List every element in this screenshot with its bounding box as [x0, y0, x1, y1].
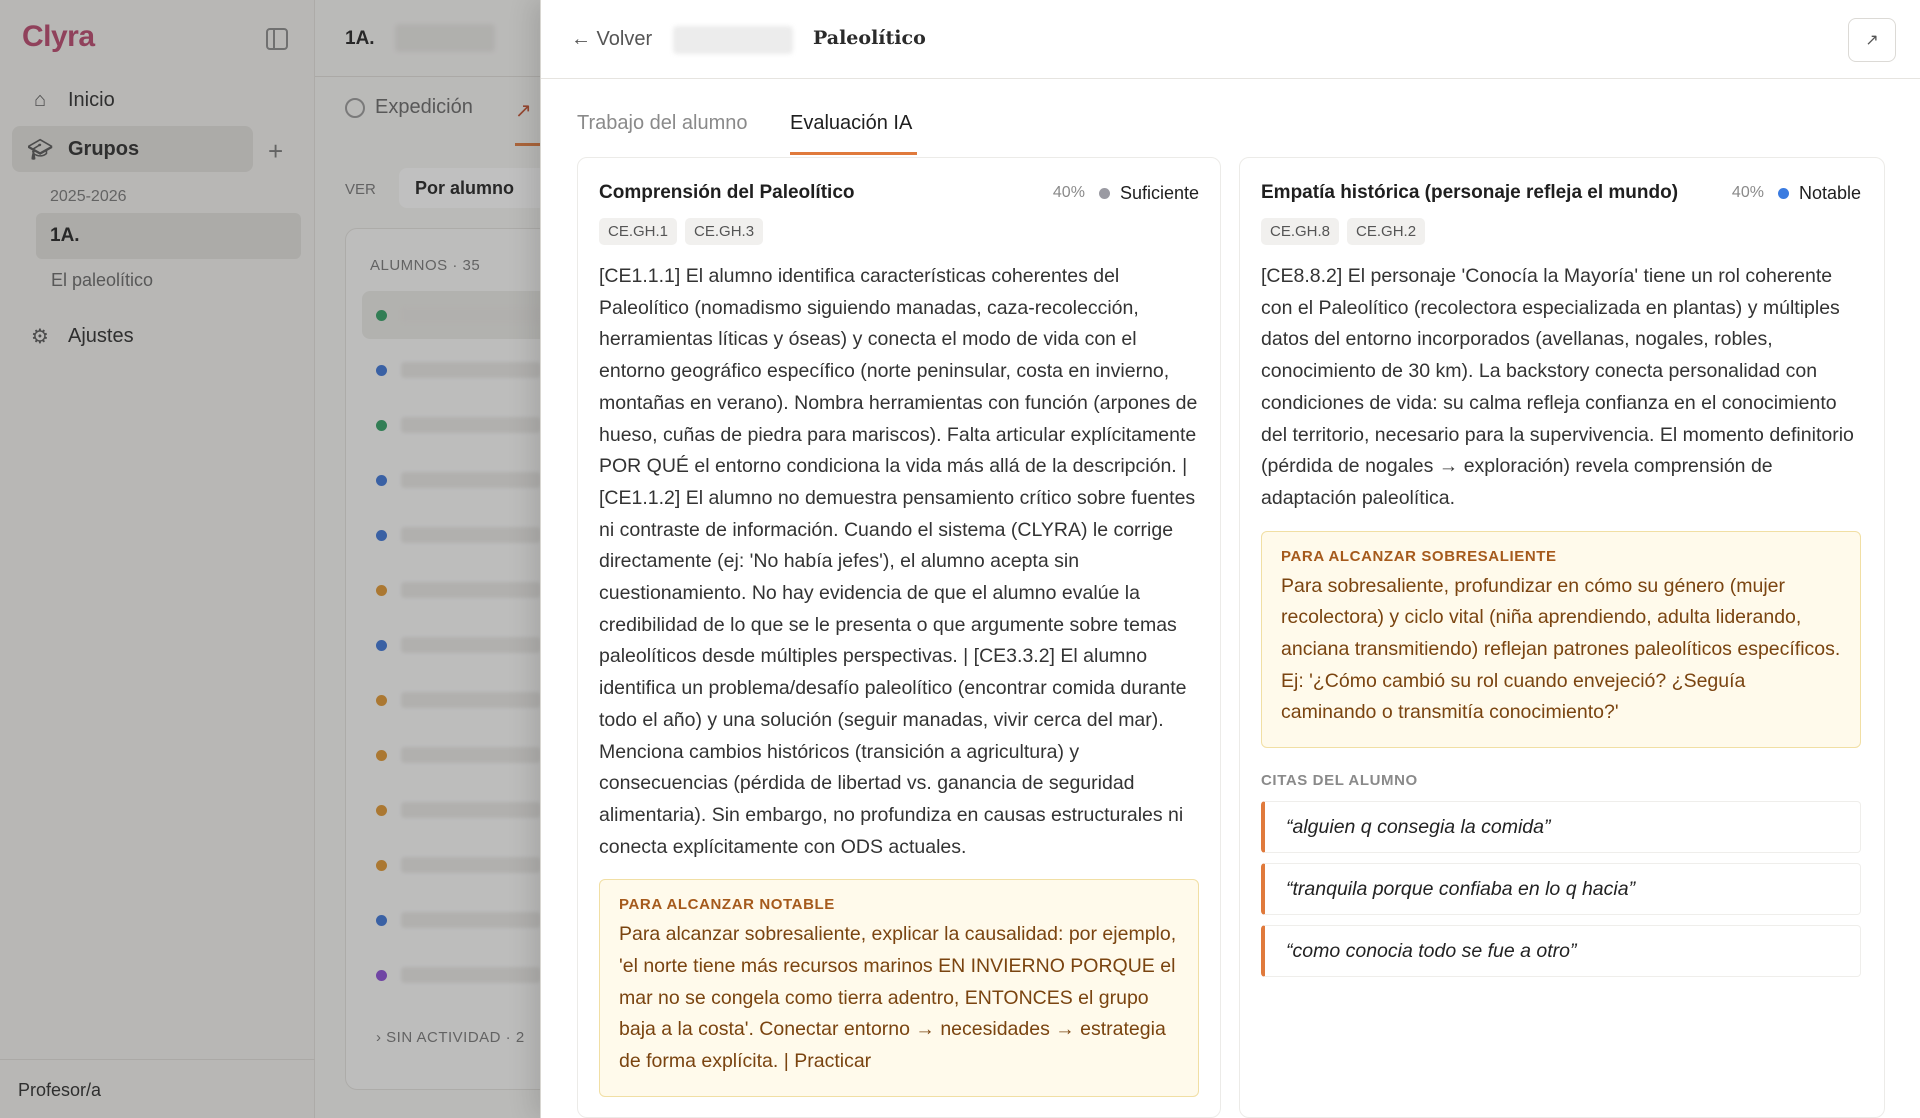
school-year-label: 2025-2026 [50, 188, 127, 205]
criterion-card-empatia [1239, 157, 1885, 1118]
group-activity-paleolitico[interactable]: El paleolítico [51, 270, 154, 290]
criterion-card-comprension [577, 157, 1221, 1118]
improvement-box [599, 879, 1199, 1097]
group-title: 1A. [345, 28, 375, 49]
criterion-weight: 40% [1731, 184, 1764, 201]
level-dot-icon [1099, 188, 1110, 199]
user-role[interactable]: Profesor/a [18, 1080, 102, 1100]
competence-tag: CE.GH.3 [685, 218, 763, 245]
modal-backdrop[interactable] [0, 0, 540, 1118]
criterion-weight: 40% [1052, 184, 1085, 201]
improvement-text: Para alcanzar sobresaliente, explicar la causalidad: por ejemplo, 'el norte tiene más recursos marinos EN INVIERNO PORQUE el mar no se congela como tierra adentro, ENTONCES el grupo baja a la costa'. Conectar entorno → necesidades → estrategia de forma explícita. | Practicar [619, 923, 1177, 1073]
tab-trabajo-alumno[interactable]: Trabajo del alumno [577, 112, 748, 134]
graduation-cap-icon: 🎓︎ [27, 138, 53, 161]
trend-icon[interactable]: ↗ [515, 100, 532, 122]
blurred-student-name [673, 26, 793, 54]
criterion-title: Comprensión del Paleolítico [599, 182, 855, 203]
home-icon: ⌂ [33, 88, 47, 111]
evaluation-panel [540, 0, 1920, 1118]
view-por-alumno-button[interactable]: Por alumno [399, 168, 549, 208]
back-button[interactable]: ← Volver [571, 28, 653, 50]
nav-grupos-label: Grupos [68, 137, 140, 160]
criterion-feedback: [CE8.8.2] El personaje 'Conocía la Mayoría' tiene un rol coherente con el Paleolítico (recolectora especializada en plantas) y múltiples datos del entorno incorporados (avellanas, nogales, robles, conocimiento de 30 km). La backstory conecta personalidad con condiciones de vida: su calma refleja confianza en el conocimiento del territorio, necesario para la supervivencia. El momento definitorio (pérdida de nogales → exploración) revela comprensión de adaptación paleolítica. [1261, 265, 1854, 509]
criterion-feedback: [CE1.1.1] El alumno identifica características coherentes del Paleolítico (nomadismo siguiendo manadas, caza-recolección, herramientas líticas y óseas) y conecta el modo de vida con el entorno geográfico específico (norte peninsular, costa en invierno, montañas en verano). Nombra herramientas con función (arpones de hueso, cuñas de piedra para mariscos). Falta articular explícitamente POR QUÉ el entorno condiciona la vida más allá de la descripción. | [CE1.1.2] El alumno no demuestra pensamiento crítico sobre fuentes ni contraste de información. Cuando el sistema (CLYRA) le corrige directamente (ej: 'No había jefes'), el alumno acepta sin cuestionamiento. No hay evidencia de que el alumno evalúe la credibilidad de lo que se le presenta o que argumente sobre temas paleolíticos desde múltiples perspectivas. | [CE3.3.2] El alumno identifica un problema/desafío paleolítico (encontrar comida durante todo el año) y una solución (seguir manadas, vivir cerca del mar). Menciona cambios históricos (transición a agricultura) y consecuencias (pérdida de libertad vs. ganancia de seguridad alimentaria). Sin embargo, no profundiza en causas estructurales ni conecta explícitamente con ODS actuales. [599, 265, 1198, 858]
improvement-title: PARA ALCANZAR NOTABLE [619, 896, 835, 914]
expand-icon[interactable]: ↗ [1848, 18, 1896, 62]
student-quote: “alguien q consegia la comida” [1261, 801, 1861, 853]
improvement-box [1261, 531, 1861, 749]
inactive-students-toggle[interactable]: › SIN ACTIVIDAD · 2 [376, 1029, 525, 1046]
student-quote: “tranquila porque confiaba en lo q hacia” [1261, 863, 1861, 915]
gear-icon: ⚙ [31, 325, 49, 348]
view-label: VER [345, 181, 376, 198]
competence-tag: CE.GH.8 [1261, 218, 1339, 245]
student-quote: “como conocia todo se fue a otro” [1261, 925, 1861, 977]
level-dot-icon [1778, 188, 1789, 199]
improvement-title: PARA ALCANZAR SOBRESALIENTE [1281, 547, 1557, 565]
students-count: ALUMNOS · 35 [370, 257, 481, 274]
criterion-level: Notable [1798, 182, 1861, 203]
tab-evaluacion-ia[interactable]: Evaluación IA [790, 112, 913, 134]
nav-ajustes-label: Ajustes [68, 324, 134, 347]
group-item-1a[interactable]: 1A. [36, 213, 301, 259]
criterion-score [1732, 183, 1861, 204]
active-tab-underline [790, 152, 917, 155]
tab-expedicion-label: Expedición [375, 96, 473, 118]
criterion-score [1053, 183, 1199, 204]
criterion-level: Suficiente [1119, 182, 1199, 203]
app-logo[interactable]: Clyra [22, 20, 95, 53]
improvement-text: Para sobresaliente, profundizar en cómo su género (mujer recolectora) y ciclo vital (niña aprendiendo, adulta liderando, anciana transmitiendo) reflejan patrones paleolíticos específicos. Ej: '¿Cómo cambió su rol cuando envejeció? ¿Seguía caminando o transmitía conocimiento?' [1281, 574, 1841, 724]
student-quotes-title: CITAS DEL ALUMNO [1261, 772, 1418, 790]
nav-inicio-label: Inicio [68, 88, 115, 111]
panel-title: Paleolítico [813, 27, 926, 49]
competence-tag: CE.GH.1 [599, 218, 677, 245]
add-group-icon[interactable]: + [268, 136, 284, 166]
criterion-title: Empatía histórica (personaje refleja el mundo) [1261, 182, 1679, 203]
panel-header [541, 0, 1920, 79]
competence-tag: CE.GH.2 [1347, 218, 1425, 245]
